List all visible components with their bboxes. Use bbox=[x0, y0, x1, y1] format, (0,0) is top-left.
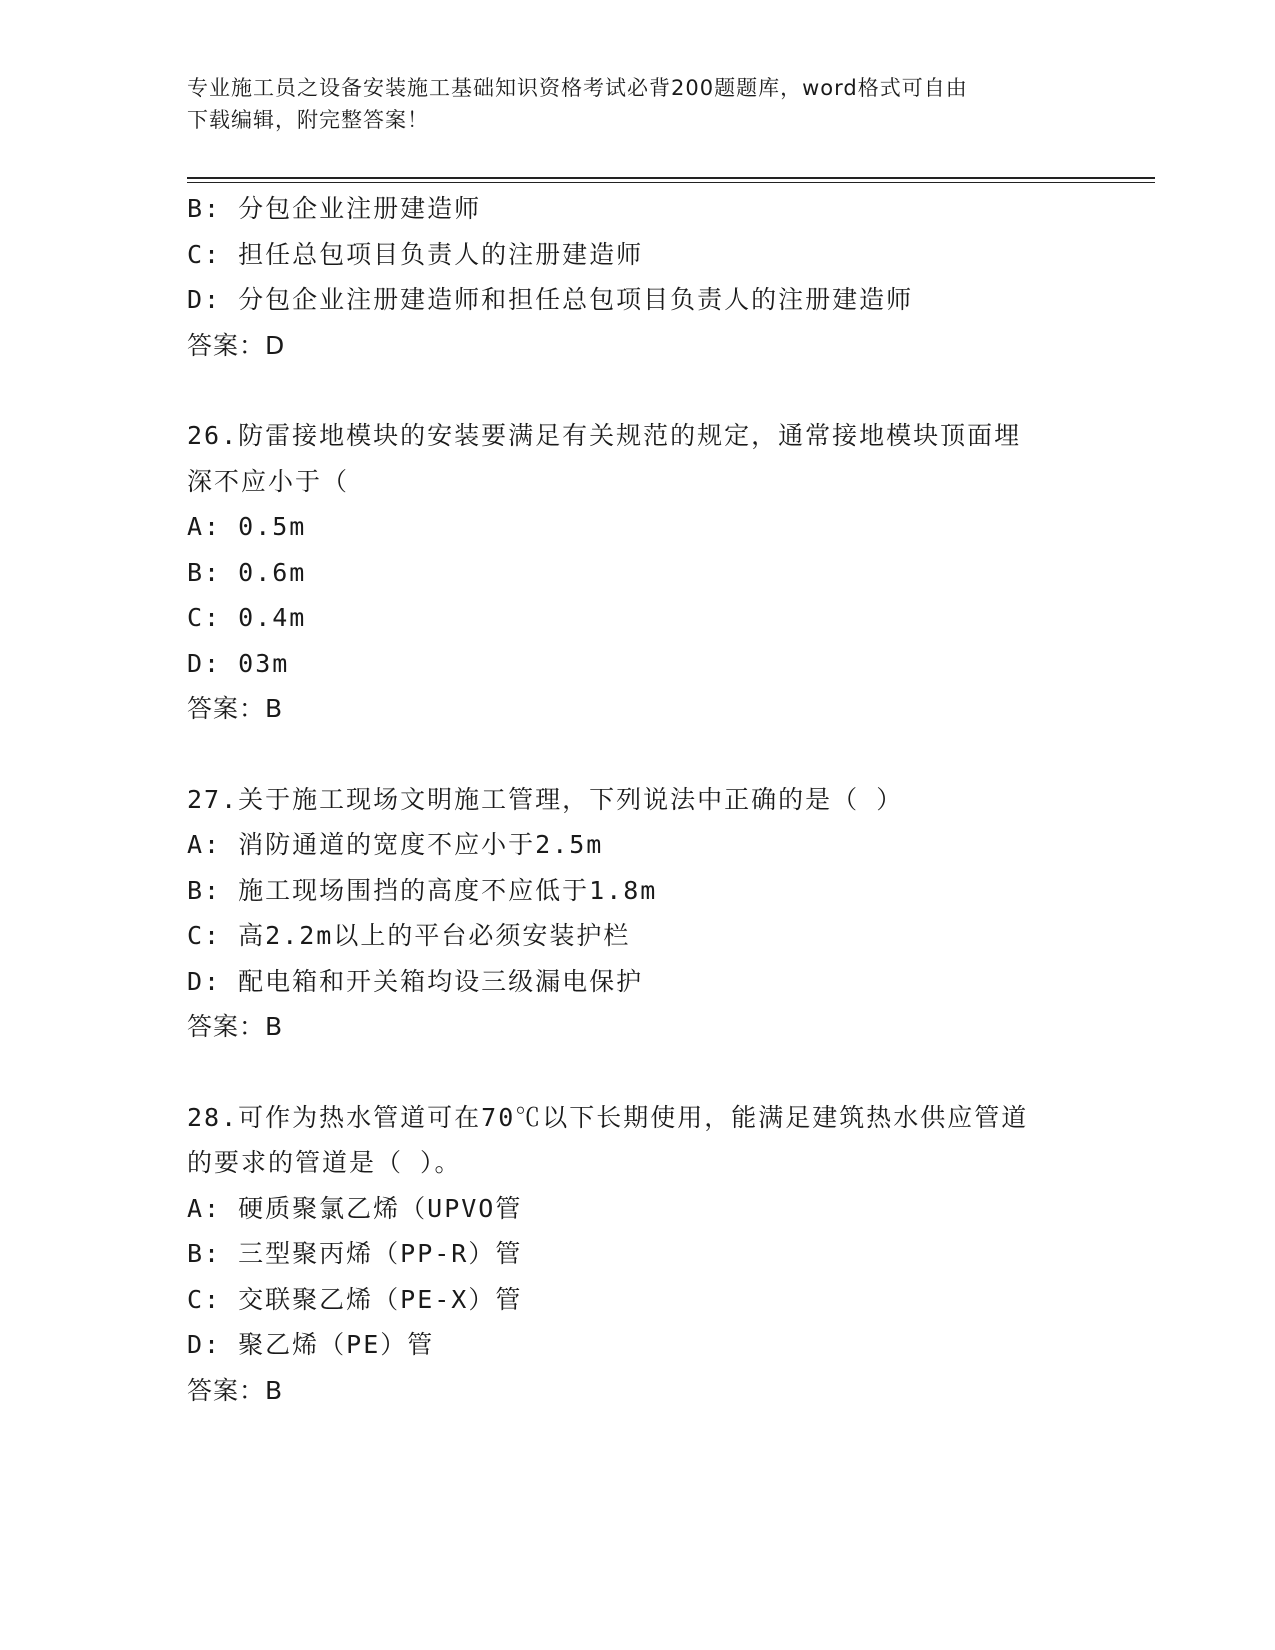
option-b: B: 三型聚丙烯（PP-R）管 bbox=[187, 1239, 523, 1268]
document-header bbox=[187, 72, 1087, 136]
spacer bbox=[187, 732, 1087, 777]
option-d: D: 分包企业注册建造师和担任总包项目负责人的注册建造师 bbox=[187, 285, 914, 314]
option-c: C: 交联聚乙烯（PE-X）管 bbox=[187, 1284, 523, 1314]
answer-line: 答案：D bbox=[187, 330, 286, 360]
question-stem-line-1: 28.可作为热水管道可在70℃以下长期使用，能满足建筑热水供应管道 bbox=[187, 1102, 1029, 1132]
document-body bbox=[187, 186, 1087, 1413]
option-c: C: 担任总包项目负责人的注册建造师 bbox=[187, 239, 644, 269]
question-block-27 bbox=[187, 777, 1087, 1050]
header-divider bbox=[187, 177, 1155, 183]
option-d: D: 03m bbox=[187, 648, 290, 678]
option-c: C: 0.4m bbox=[187, 603, 307, 632]
answer-line: 答案：B bbox=[187, 694, 284, 723]
question-block-26 bbox=[187, 413, 1087, 732]
option-d: D: 配电箱和开关箱均设三级漏电保护 bbox=[187, 966, 644, 996]
question-stem-line-1: 27.关于施工现场文明施工管理，下列说法中正确的是（ ） bbox=[187, 784, 904, 814]
option-b: B: 0.6m bbox=[187, 557, 307, 587]
question-block-28 bbox=[187, 1095, 1087, 1414]
option-c: C: 高2.2m以上的平台必须安装护栏 bbox=[187, 921, 631, 950]
option-b: B: 施工现场围挡的高度不应低于1.8m bbox=[187, 875, 658, 905]
question-stem-line-1: 26.防雷接地模块的安装要满足有关规范的规定，通常接地模块顶面埋 bbox=[187, 421, 1022, 450]
question-block-continued bbox=[187, 186, 1087, 368]
header-title-line-2: 下载编辑，附完整答案！ bbox=[187, 108, 429, 132]
question-stem-line-2: 的要求的管道是（ ）。 bbox=[187, 1148, 462, 1177]
spacer bbox=[187, 368, 1087, 413]
question-stem-line-2: 深不应小于（ bbox=[187, 466, 350, 496]
answer-line: 答案：B bbox=[187, 1012, 284, 1041]
spacer bbox=[187, 1050, 1087, 1095]
option-a: A: 硬质聚氯乙烯（UPVO管 bbox=[187, 1193, 523, 1223]
option-b: B: 分包企业注册建造师 bbox=[187, 194, 482, 223]
header-title-line-1: 专业施工员之设备安装施工基础知识资格考试必背200题题库，word格式可自由 bbox=[187, 76, 968, 100]
answer-line: 答案：B bbox=[187, 1375, 284, 1405]
option-a: A: 消防通道的宽度不应小于2.5m bbox=[187, 830, 604, 859]
option-a: A: 0.5m bbox=[187, 512, 307, 541]
option-d: D: 聚乙烯（PE）管 bbox=[187, 1330, 435, 1359]
